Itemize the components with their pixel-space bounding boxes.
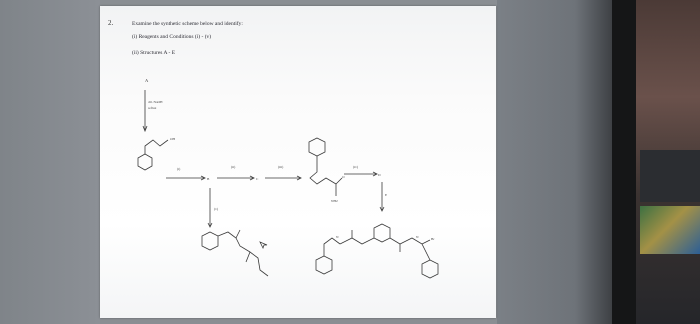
- central-linker-left: [340, 238, 374, 244]
- left-linker: [324, 238, 340, 256]
- cyclohexane-ring-5: [374, 224, 390, 242]
- label-d: D: [378, 173, 381, 177]
- side-chain-1: [145, 140, 168, 154]
- question-instruction: Examine the synthetic scheme below and identify:: [132, 21, 243, 27]
- question-part-i: (i) Reagents and Conditions (i) - (v): [132, 34, 212, 40]
- cyclohexane-ring-6: [422, 260, 438, 278]
- cyclohexane-ring-4: [316, 256, 332, 274]
- question-part-ii: (ii) Structures A - E: [132, 50, 176, 56]
- cursor-icon: [260, 242, 267, 248]
- alkyl-chain: [218, 232, 268, 276]
- step-v-label: (v): [214, 207, 219, 211]
- label-c: C: [256, 177, 259, 181]
- nh2-label: NH2: [331, 199, 338, 203]
- cyclohexane-ring-1: [138, 154, 152, 170]
- reaction-scheme: [100, 6, 496, 318]
- background-device: [640, 150, 700, 202]
- methyl-branch: [236, 230, 240, 238]
- step-i-label: (i): [177, 167, 181, 171]
- label-a: A: [145, 78, 149, 83]
- cyclohexane-ring-3: [202, 232, 218, 250]
- n-label-left: N: [336, 235, 339, 239]
- background-colorful-object: [640, 206, 700, 254]
- background-gap: [497, 0, 627, 324]
- document-page: [100, 6, 496, 318]
- label-b: B: [207, 177, 210, 181]
- right-ring-link: [422, 244, 430, 260]
- o-label-amide: O: [342, 175, 345, 179]
- reagent-reflux: reflux: [148, 106, 157, 110]
- monitor-bezel: [612, 0, 636, 324]
- reagent-naoh: dil. NaOH: [148, 100, 163, 104]
- carbonyl-branch: [246, 252, 250, 262]
- background-left: [0, 0, 100, 324]
- question-number: 2.: [108, 19, 114, 27]
- n-label-right: N: [416, 235, 419, 239]
- terminal-bond: [422, 240, 430, 244]
- oh-label: OH: [170, 137, 176, 141]
- step-iv-label: (iv): [353, 165, 359, 169]
- br-label: Br: [431, 237, 435, 241]
- label-e: E: [385, 193, 388, 197]
- amide-backbone: [310, 156, 336, 184]
- step-ii-label: (ii): [231, 165, 236, 169]
- cyclohexane-ring-2: [309, 138, 325, 156]
- step-iii-label: (iii): [278, 165, 284, 169]
